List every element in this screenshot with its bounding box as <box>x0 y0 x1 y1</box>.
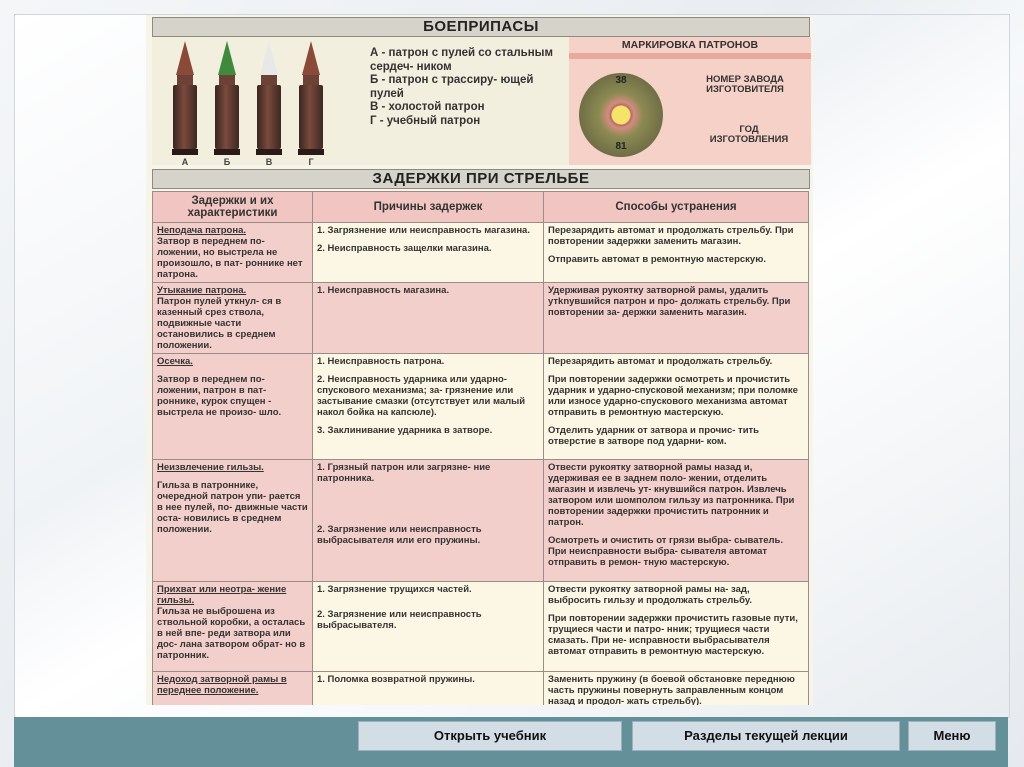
delay-cause: 2. Загрязнение или неисправность выбрасывателя или его пружины. <box>317 524 482 546</box>
col-header-fixes: Способы устранения <box>544 192 809 223</box>
poster <box>146 15 813 705</box>
ammo-title: БОЕПРИПАСЫ <box>152 17 810 37</box>
cartridge-a <box>172 41 198 167</box>
cartridge-a-label: А <box>181 157 189 167</box>
col-header-causes: Причины задержек <box>313 192 544 223</box>
cartridge-marking <box>569 37 811 165</box>
delay-fix: Перезарядить автомат и продолжать стрельбу. <box>548 356 773 367</box>
bottom-navigation-bar <box>14 717 1008 767</box>
delay-name: Недоход затворной рамы в переднее положение. <box>157 674 287 696</box>
delay-desc: Затвор в переднем по- ложении, патрон в пат- роннике, курок спущен - выстрела не произо- шло. <box>157 374 282 418</box>
col-header-delays: Задержки и их характеристики <box>153 192 313 223</box>
delay-cause: 2. Неисправность защелки магазина. <box>317 243 492 254</box>
table-row <box>153 582 809 672</box>
delay-desc: Гильза в патроннике, очередной патрон упи- рается в нее пулей, по- движные части оста- новились в среднем положении. <box>157 480 308 535</box>
cartridge-g <box>298 41 324 167</box>
delay-name: Неподача патрона. <box>157 225 247 236</box>
delay-fix: Отвести рукоятку затворной рамы назад и, удерживая ее в заднем поло- жении, отделить магазин и извлечь ут- кнувшийся патрон. Извлечь затвором или шомполом гильзу из патронника. При повторении задержки прочистить патронник и патрон. <box>548 462 795 528</box>
delay-fix: Отделить ударник от затвора и прочис- тить отверстие в затворе под ударни- ком. <box>548 425 760 447</box>
delay-fix: Отправить автомат в ремонтную мастерскую. <box>548 254 766 265</box>
maker-label: НОМЕР ЗАВОДА ИЗГОТОВИТЕЛЯ <box>706 74 784 95</box>
ammo-item: Г - учебный патрон <box>370 114 481 127</box>
cartridge-head-diagram <box>579 73 663 157</box>
delay-cause: 2. Загрязнение или неисправность выбрасывателя. <box>317 609 482 631</box>
delays-table-wrap <box>152 191 808 705</box>
marking-bottom-number: 81 <box>615 141 627 152</box>
ammo-item: А - патрон с пулей со стальным сердеч- ником <box>370 47 553 73</box>
ammo-list <box>370 47 560 128</box>
delay-fix: При повторении задержки осмотреть и прочистить ударник и ударно-спусковой механизм; при поломке или износе ударно-спускового механизма автомат отправить в ремонтную мастерскую. <box>548 374 798 418</box>
delay-desc: Затвор в переднем по- ложении, но выстрела не произошло, в пат- роннике нет патрона. <box>157 236 303 280</box>
cartridge-g-label: Г <box>308 157 314 167</box>
delay-cause: 2. Неисправность ударника или ударно-спускового механизма; за- грязнение или застывание смазки (отсутствует или малый накол бойка на капсюле). <box>317 374 526 418</box>
marking-title: МАРКИРОВКА ПАТРОНОВ <box>621 39 759 51</box>
table-row <box>153 223 809 283</box>
cartridge-v-label: В <box>265 157 273 167</box>
ammo-item: В - холостой патрон <box>370 101 485 113</box>
cartridge-b-label: Б <box>223 157 231 167</box>
open-textbook-button[interactable]: Открыть учебник <box>358 721 622 751</box>
delay-fix: При повторении задержки прочистить газовые пути, трущиеся части и патро- нник; трущиеся части смазать. При не- исправности выбрасывателя автомат отправить в ремонтную мастерскую. <box>548 613 798 657</box>
delays-title: ЗАДЕРЖКИ ПРИ СТРЕЛЬБЕ <box>152 169 810 189</box>
delay-fix: Удерживая рукоятку затворной рамы, удалить утknувшийся патрон и про- должать стрельбу. При повторении за- держки заменить магазин. <box>548 285 791 318</box>
table-row <box>153 354 809 460</box>
delays-table <box>152 191 809 705</box>
delay-fix: Перезарядить автомат и продолжать стрельбу. При повторении задержки заменить магазин. <box>548 225 794 247</box>
delay-cause: 1. Загрязнение трущихся частей. <box>317 584 472 595</box>
table-row <box>153 460 809 582</box>
table-row <box>153 283 809 354</box>
delay-cause: 1. Неисправность магазина. <box>317 285 450 296</box>
delay-cause: 1. Неисправность патрона. <box>317 356 445 367</box>
delay-name: Утыкание патрона. <box>157 285 247 296</box>
delay-cause: 1. Грязный патрон или загрязне- ние патронника. <box>317 462 491 484</box>
lecture-sections-button[interactable]: Разделы текущей лекции <box>632 721 900 751</box>
delay-fix: Отвести рукоятку затворной рамы на- зад, выбросить гильзу и продолжать стрельбу. <box>548 584 752 606</box>
delay-fix: Осмотреть и очистить от грязи выбра- сыватель. При неисправности выбра- сывателя автомат отправить в ремон- тную мастерскую. <box>548 535 783 568</box>
ammo-item: Б - патрон с трассиру- ющей пулей <box>370 74 534 100</box>
delay-name: Прихват или неотра- жение гильзы. <box>157 584 287 606</box>
delay-desc: Патрон пулей уткнул- ся в казенный срез ствола, подвижные части остановились в среднем положении. <box>157 296 282 351</box>
cartridge-b <box>214 41 240 167</box>
cartridge-v <box>256 41 282 167</box>
delay-desc: Гильза не выброшена из ствольной коробки, а осталась в ней впе- реди затвора или дос- лана затвором обрат- но в патронник. <box>157 606 306 661</box>
delay-fix: Заменить пружину (в боевой обстановке переднюю часть пружины повернуть заправленным концом назад и продол- жать стрельбу). <box>548 674 795 705</box>
delay-cause: 1. Поломка возвратной пружины. <box>317 674 475 685</box>
year-label: ГОД ИЗГОТОВЛЕНИЯ <box>709 124 789 145</box>
table-row <box>153 672 809 706</box>
delay-cause: 1. Загрязнение или неисправность магазина. <box>317 225 530 236</box>
ammo-section <box>152 37 808 165</box>
delay-name: Осечка. <box>157 356 193 367</box>
delay-name: Неизвлечение гильзы. <box>157 462 264 473</box>
delay-cause: 3. Заклинивание ударника в затворе. <box>317 425 493 436</box>
marking-top-number: 38 <box>615 75 627 86</box>
menu-button[interactable]: Меню <box>908 721 996 751</box>
